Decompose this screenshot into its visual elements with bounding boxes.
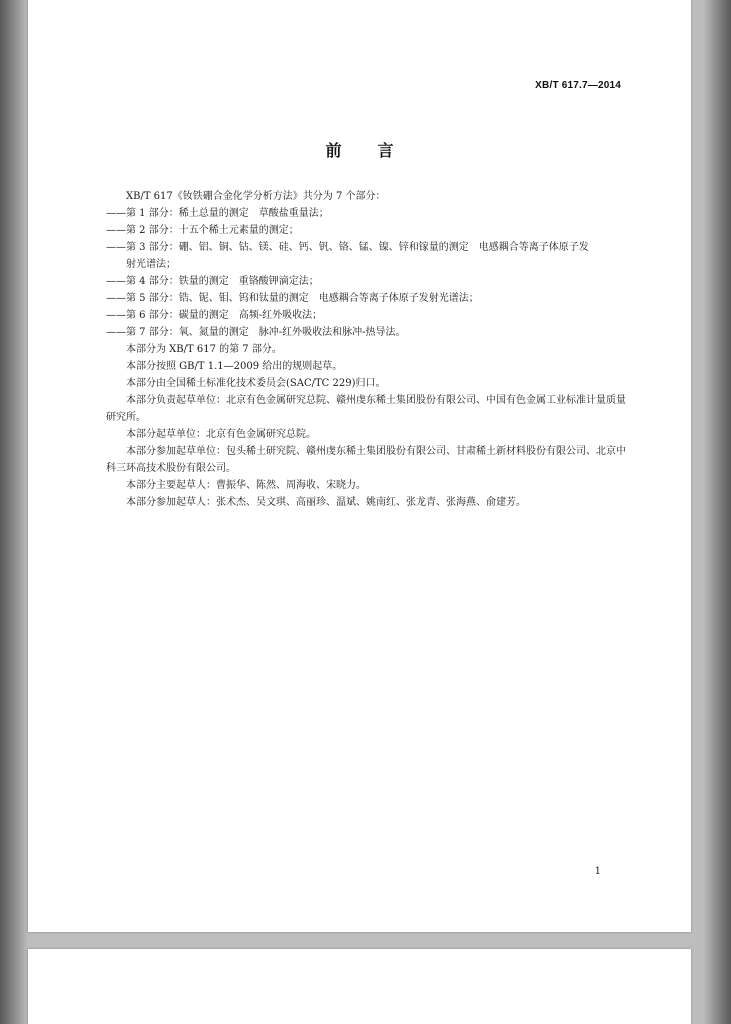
body-paragraph: 本部分参加起草人：张术杰、吴文琪、高丽珍、温斌、姚南红、张龙青、张海燕、俞建芳。 (126, 497, 526, 508)
body-paragraph: 本部分起草单位：北京有色金属研究总院。 (126, 429, 316, 440)
standard-code: XB/T 617.7—2014 (535, 80, 621, 91)
body-paragraph: 本部分为 XB/T 617 的第 7 部分。 (126, 344, 282, 355)
document-body (106, 188, 626, 511)
part-3-item (106, 239, 626, 273)
intro-paragraph: XB/T 617《钕铁硼合金化学分析方法》共分为 7 个部分： (126, 191, 386, 202)
part-5-item: ——第 5 部分：锆、铌、钼、钨和钛量的测定 电感耦合等离子体原子发射光谱法； (106, 293, 479, 304)
document-page (28, 0, 691, 932)
part-6-item: ——第 6 部分：碳量的测定 高频-红外吸收法； (106, 310, 323, 321)
page-title: 前言 (325, 141, 430, 160)
next-document-page (28, 949, 691, 1024)
body-paragraph: 本部分参加起草单位：包头稀土研究院、赣州虔东稀土集团股份有限公司、甘肃稀土新材料股份有限公司、北京中科三环高技术股份有限公司。 (106, 446, 626, 474)
page-number: 1 (594, 866, 601, 877)
part-3-text: ——第 3 部分：硼、铝、铜、钴、镁、硅、钙、钒、铬、锰、镍、锌和镓量的测定 电感耦合等离子体原子发 (106, 242, 589, 253)
part-7-item: ——第 7 部分：氧、氮量的测定 脉冲-红外吸收法和脉冲-热导法。 (106, 327, 406, 338)
part-2-item: ——第 2 部分：十五个稀土元素量的测定； (106, 225, 299, 236)
body-paragraph: 本部分负责起草单位：北京有色金属研究总院、赣州虔东稀土集团股份有限公司、中国有色金属工业标准计量质量研究所。 (106, 395, 626, 423)
body-paragraph: 本部分按照 GB/T 1.1—2009 给出的规则起草。 (126, 361, 343, 372)
part-4-item: ——第 4 部分：铁量的测定 重铬酸钾滴定法； (106, 276, 319, 287)
body-paragraph: 本部分主要起草人：曹振华、陈然、周海收、宋晓力。 (126, 480, 366, 491)
part-3-continuation: 射光谱法； (126, 259, 176, 270)
part-1-item: ——第 1 部分：稀土总量的测定 草酸盐重量法； (106, 208, 329, 219)
body-paragraph: 本部分由全国稀土标准化技术委员会(SAC/TC 229)归口。 (126, 378, 386, 389)
